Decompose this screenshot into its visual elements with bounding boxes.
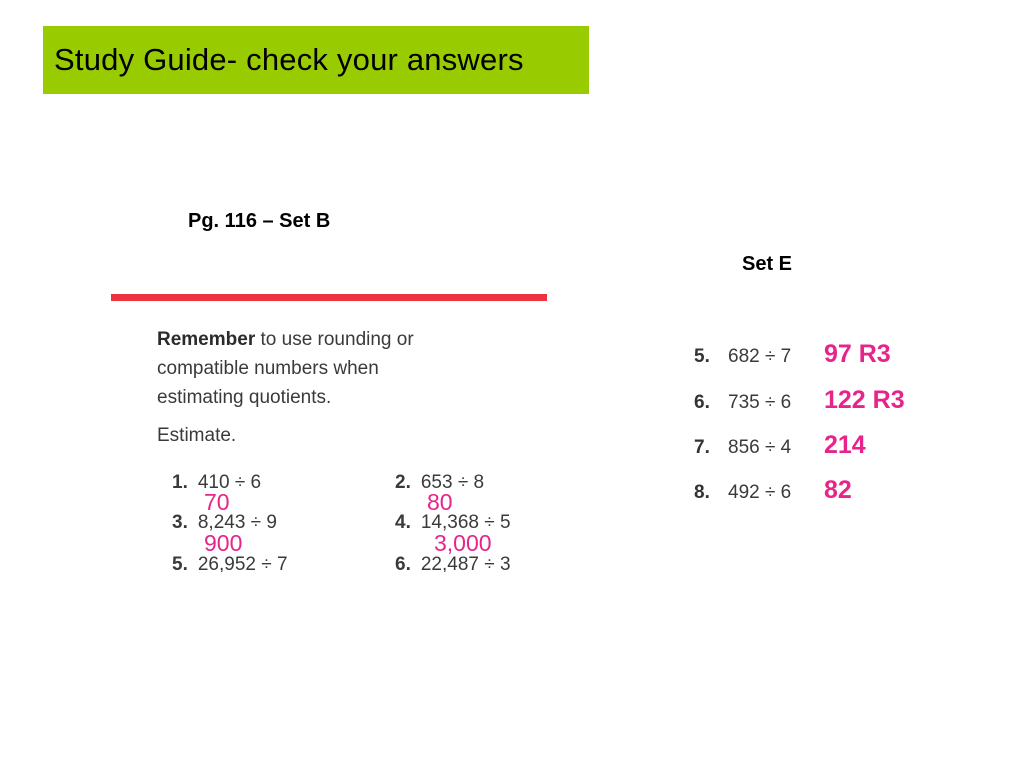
problem-expression: 8,243 ÷ 9 <box>197 512 277 533</box>
problem-answer: 80 <box>427 489 453 515</box>
remember-line-3: estimating quotients. <box>157 387 332 408</box>
problem-expression: 653 ÷ 8 <box>420 472 485 493</box>
problem-number: 3. <box>172 512 188 533</box>
problem-expression: 22,487 ÷ 3 <box>420 554 511 572</box>
page-title: Study Guide- check your answers <box>54 42 524 77</box>
remember-line-2: compatible numbers when <box>157 358 379 379</box>
estimate-label: Estimate. <box>157 425 237 446</box>
set-e-row <box>694 476 852 506</box>
set-b-problem <box>395 554 511 572</box>
problem-number: 1. <box>172 472 188 493</box>
problem-answer: 70 <box>204 489 230 515</box>
problem-number: 6. <box>395 554 411 572</box>
problem-answer: 900 <box>204 530 243 556</box>
set-e-row <box>694 431 866 461</box>
red-divider <box>111 294 547 301</box>
problem-number: 5. <box>172 554 188 572</box>
problem-expression: 410 ÷ 6 <box>197 472 262 493</box>
problem-expression: 26,952 ÷ 7 <box>197 554 288 572</box>
problem-expression: 856 ÷ 4 <box>728 437 792 458</box>
title-bar <box>43 26 589 94</box>
problem-number: 5. <box>694 346 710 367</box>
problem-number: 4. <box>395 512 411 533</box>
remember-note <box>157 325 517 412</box>
set-b-problems <box>150 466 550 572</box>
set-e-heading: Set E <box>742 253 793 275</box>
problem-expression: 682 ÷ 7 <box>728 346 792 367</box>
set-b-heading: Pg. 116 – Set B <box>188 210 331 232</box>
problem-expression: 14,368 ÷ 5 <box>420 512 511 533</box>
problem-answer: 82 <box>824 476 852 504</box>
problem-expression: 735 ÷ 6 <box>728 392 792 413</box>
set-e-row <box>694 386 905 416</box>
problem-number: 7. <box>694 437 710 458</box>
problem-answer: 122 R3 <box>824 386 905 414</box>
problem-number: 6. <box>694 392 710 413</box>
problem-answer: 214 <box>824 431 866 459</box>
remember-bold: Remember <box>157 329 256 350</box>
problem-expression: 492 ÷ 6 <box>728 482 792 503</box>
problem-number: 8. <box>694 482 710 503</box>
problem-answer: 97 R3 <box>824 340 891 368</box>
set-b-problem <box>172 554 288 572</box>
problem-answer: 3,000 <box>434 530 492 556</box>
problem-number: 2. <box>395 472 411 493</box>
set-e-row <box>694 340 891 370</box>
remember-line-1: to use rounding or <box>255 329 414 350</box>
